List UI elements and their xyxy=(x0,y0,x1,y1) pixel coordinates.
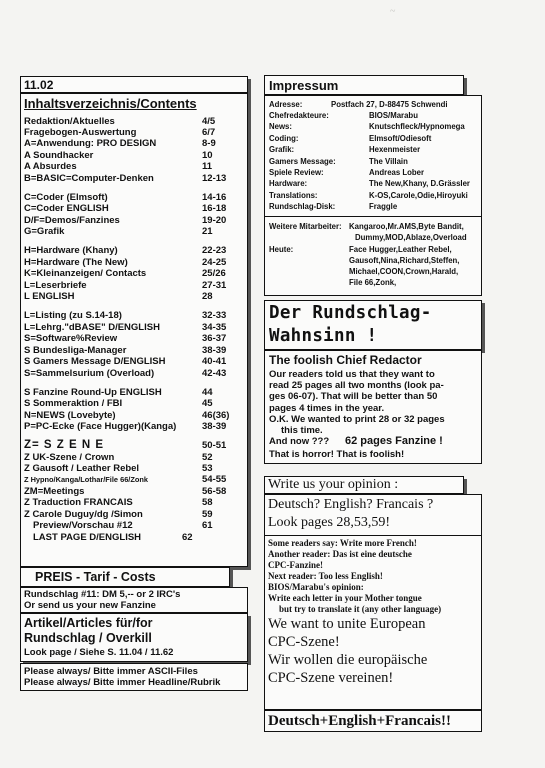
rundschlag-box xyxy=(264,350,482,464)
contents-entry-page: 4/5 xyxy=(202,116,216,127)
impressum-row-value: BIOS/Marabu xyxy=(369,111,418,120)
rundschlag-subtitle: The foolish Chief Redactor xyxy=(269,353,422,367)
contents-entry-label: G=Grafik xyxy=(24,226,65,237)
contents-entry-page: 19-20 xyxy=(202,215,227,226)
contents-entry-page: 6/7 xyxy=(202,127,216,138)
contents-entry-label: K=Kleinanzeigen/ Contacts xyxy=(24,268,147,279)
contents-entry-page: 28 xyxy=(202,291,213,302)
rundschlag-line: read 25 pages all two months (look pa- xyxy=(269,380,444,392)
contents-entry-page: 45 xyxy=(202,398,213,409)
contents-entry-page: 61 xyxy=(202,520,213,531)
contents-entry-label: A Absurdes xyxy=(24,161,77,172)
and-now-text: And now ??? xyxy=(269,436,330,447)
contents-entry-page: 46(36) xyxy=(202,410,230,421)
preis-title: PREIS - Tarif - Costs xyxy=(35,570,156,584)
impressum-row-label: Hardware: xyxy=(269,179,308,189)
contents-entry-page: 32-33 xyxy=(202,310,227,321)
contents-entry-label: S=Software%Review xyxy=(24,333,118,344)
please-line-2: Please always/ Bitte immer Headline/Rubrik xyxy=(24,677,221,688)
weitere-line-2: Dummy,MOD,Ablaze,Overload xyxy=(355,233,467,242)
opinion-line: Some readers say: Write more French! xyxy=(268,538,417,548)
heute-label: Heute: xyxy=(269,245,294,254)
impressum-row-label: Grafik: xyxy=(269,145,295,155)
contents-entry-label: L=Lehrg."dBASE" D/ENGLISH xyxy=(24,322,160,333)
heute-line-1: Face Hugger,Leather Rebel, xyxy=(349,245,452,254)
unite-line-1: We want to unite European xyxy=(268,616,426,632)
contents-entry-label: Z Hypno/Kanga/Lothar/File 66/Zonk xyxy=(24,475,149,484)
heute-line-2: Gausoft,Nina,Richard,Steffen, xyxy=(349,256,460,265)
contents-entry-page: 56-58 xyxy=(202,486,227,497)
contents-entry-label: H=Hardware (Khany) xyxy=(24,245,118,256)
contents-entry-label: Z= S Z E N E xyxy=(24,439,105,451)
impressum-row-label: Gamers Message: xyxy=(269,156,336,166)
opinion-line: CPC-Fanzine! xyxy=(268,560,323,570)
heute-line-4: File 66,Zonk, xyxy=(349,278,397,287)
contents-entry-page: 25/26 xyxy=(202,268,226,279)
contents-entry-page: 44 xyxy=(202,387,213,398)
contents-entry-page: 59 xyxy=(202,509,213,520)
rundschlag-line: O.K. We wanted to print 28 or 32 pages xyxy=(269,413,445,425)
impressum-row-value: Knutschfleck/Hypnomega xyxy=(369,122,465,132)
please-box xyxy=(20,663,248,691)
contents-entry-label: Fragebogen-Auswertung xyxy=(24,127,137,138)
unite-line-4: CPC-Szene vereinen! xyxy=(268,670,394,686)
contents-entry-label: L ENGLISH xyxy=(24,291,75,302)
unite-line-2: CPC-Szene! xyxy=(268,634,340,650)
contents-entry-page: 22-23 xyxy=(202,245,227,256)
contents-entry-page: 27-31 xyxy=(202,280,227,291)
impressum-box xyxy=(264,95,482,296)
impressum-row-value: Hexenmeister xyxy=(369,145,421,155)
contents-entry-label: H=Hardware (The New) xyxy=(24,257,128,268)
contents-entry-page: 62 xyxy=(182,532,193,543)
impressum-row-label: Rundschlag-Disk: xyxy=(269,202,336,212)
contents-entry-label: S Sommeraktion / FBI xyxy=(24,398,123,409)
contents-entry-label: L=Leserbriefe xyxy=(24,280,87,291)
contents-entry-page: 11 xyxy=(202,161,213,172)
preis-title-box xyxy=(20,567,230,587)
contents-entry-label: P=PC-Ecke (Face Hugger)(Kanga) xyxy=(24,421,177,432)
contents-entry-page: 40-41 xyxy=(202,356,227,367)
sixty-two-pages: 62 pages Fanzine ! xyxy=(345,435,443,447)
opinion-question-2: Look pages 28,53,59! xyxy=(268,515,391,530)
impressum-row-value: K-OS,Carole,Odie,Hiroyuki xyxy=(369,190,468,200)
impressum-row-label: Translations: xyxy=(269,190,318,200)
opinion-box xyxy=(264,494,482,710)
preis-box xyxy=(20,587,248,613)
contents-entry-page: 16-18 xyxy=(202,203,227,214)
contents-entry-label: ZM=Meetings xyxy=(24,486,85,497)
opinion-question-1: Deutsch? English? Francais ? xyxy=(268,497,434,512)
impressum-row-label: Coding: xyxy=(269,133,299,143)
contents-entry-label: S Gamers Message D/ENGLISH xyxy=(24,356,166,367)
opinion-line: but try to translate it (any other language) xyxy=(279,604,442,614)
rundschlag-title-box xyxy=(264,300,482,350)
contents-entry-label: B=BASIC=Computer-Denken xyxy=(24,173,154,184)
impressum-row-value: Fraggle xyxy=(369,202,398,212)
opinion-line: Write each letter in your Mother tongue xyxy=(268,593,422,603)
impressum-row-label: Chefredakteure: xyxy=(269,111,329,120)
contents-entry-page: 36-37 xyxy=(202,333,227,344)
contents-entry-label: S Fanzine Round-Up ENGLISH xyxy=(24,387,162,398)
contents-title: Inhaltsverzeichnis/Contents xyxy=(24,96,197,111)
opinion-line: BIOS/Marabu's opinion: xyxy=(268,582,364,592)
languages-box xyxy=(264,710,482,732)
artikel-title-2: Rundschlag / Overkill xyxy=(24,631,152,645)
contents-entry-label: Preview/Vorschau #12 xyxy=(33,520,133,531)
opinion-divider xyxy=(265,535,481,536)
heute-line-3: Michael,COON,Crown,Harald, xyxy=(349,267,459,276)
impressum-row-label: News: xyxy=(269,122,292,132)
weitere-line-1: Kangaroo,Mr.AMS,Byte Bandit, xyxy=(349,222,464,231)
opinion-title-box xyxy=(264,476,464,494)
impressum-row-value: Andreas Lober xyxy=(369,168,425,177)
rundschlag-title-2: Wahnsinn ! xyxy=(269,326,378,346)
preis-line-2: Or send us your new Fanzine xyxy=(24,600,156,611)
impressum-title-box xyxy=(264,75,464,95)
contents-entry-page: 52 xyxy=(202,452,213,463)
bleed-through: ~ xyxy=(390,6,396,17)
unite-line-3: Wir wollen die europäische xyxy=(268,652,428,668)
artikel-box xyxy=(20,613,248,662)
artikel-title-1: Artikel/Articles für/for xyxy=(24,616,153,630)
contents-entry-page: 53 xyxy=(202,463,213,474)
contents-entry-page: 24-25 xyxy=(202,257,227,268)
adresse-label: Adresse: xyxy=(269,100,303,109)
contents-entry-page: 58 xyxy=(202,497,213,508)
rundschlag-line: this time. xyxy=(281,425,323,436)
contents-entry-label: Redaktion/Aktuelles xyxy=(24,116,115,127)
contents-entry-page: 10 xyxy=(202,150,213,161)
contents-entry-page: 21 xyxy=(202,226,213,237)
opinion-title: Write us your opinion : xyxy=(268,477,399,492)
contents-entry-label: L=Listing (zu S.14-18) xyxy=(24,310,122,321)
preis-line-1: Rundschlag #11: DM 5,-- or 2 IRC's xyxy=(24,589,181,600)
opinion-line: Next reader: Too less English! xyxy=(268,571,383,581)
contents-entry-label: S Bundesliga-Manager xyxy=(24,345,127,356)
please-line-1: Please always/ Bitte immer ASCII-Files xyxy=(24,666,198,677)
contents-entry-label: S=Sammelsurium (Overload) xyxy=(24,368,155,379)
rundschlag-title-1: Der Rundschlag- xyxy=(269,303,432,323)
artikel-look-page: Look page / Siehe S. 11.04 / 11.62 xyxy=(24,647,174,658)
impressum-row-label: Spiele Review: xyxy=(269,168,324,177)
contents-entry-label: Z Traduction FRANCAIS xyxy=(24,497,133,508)
contents-entry-page: 38-39 xyxy=(202,345,227,356)
horror-text: That is horror! That is foolish! xyxy=(269,449,405,460)
contents-entry-page: 14-16 xyxy=(202,192,227,203)
contents-entry-label: N=NEWS (Lovebyte) xyxy=(24,410,116,421)
languages-footer: Deutsch+English+Francais!! xyxy=(268,713,451,729)
rundschlag-line: Our readers told us that they want to xyxy=(269,369,435,380)
issue-number: 11.02 xyxy=(24,78,54,92)
contents-entry-page: 34-35 xyxy=(202,322,227,333)
contents-entry-page: 50-51 xyxy=(202,440,227,451)
impressum-row-value: The New,Khany, D.Grässler xyxy=(369,179,470,189)
contents-entry-label: Z Gausoft / Leather Rebel xyxy=(24,463,140,474)
contents-entry-page: 12-13 xyxy=(202,173,227,184)
contents-entry-page: 54-55 xyxy=(202,474,227,485)
contents-box xyxy=(20,93,248,567)
contents-entry-label: A=Anwendung: PRO DESIGN xyxy=(24,138,157,149)
impressum-title: Impressum xyxy=(269,78,339,93)
contents-entry-label: A Soundhacker xyxy=(24,150,94,161)
adresse-value: Postfach 27, D-88475 Schwendi xyxy=(331,100,448,109)
weitere-label: Weitere Mitarbeiter: xyxy=(269,222,342,231)
rundschlag-line: pages 4 times in the year. xyxy=(269,402,385,414)
rundschlag-line: ges 06-07). That will be better than 50 xyxy=(269,391,438,403)
impressum-row-value: Elmsoft/Odiesoft xyxy=(369,133,432,143)
contents-entry-label: D/F=Demos/Fanzines xyxy=(24,215,120,226)
opinion-line: Another reader: Das ist eine deutsche xyxy=(268,549,412,559)
contents-entry-label: Z Carole Duguy/dg /Simon xyxy=(24,509,143,520)
contents-entry-page: 8-9 xyxy=(202,138,216,149)
contents-entry-label: Z UK-Szene / Crown xyxy=(24,452,115,463)
issue-box xyxy=(20,76,248,93)
impressum-row-value: The Villain xyxy=(369,156,408,166)
contents-entry-page: 38-39 xyxy=(202,421,227,432)
contents-entry-page: 42-43 xyxy=(202,368,227,379)
contents-entry-label: LAST PAGE D/ENGLISH xyxy=(33,532,142,543)
contents-entry-label: C=Coder (Elmsoft) xyxy=(24,192,108,203)
contents-entry-label: C=Coder ENGLISH xyxy=(24,203,109,214)
impressum-divider xyxy=(265,216,481,217)
